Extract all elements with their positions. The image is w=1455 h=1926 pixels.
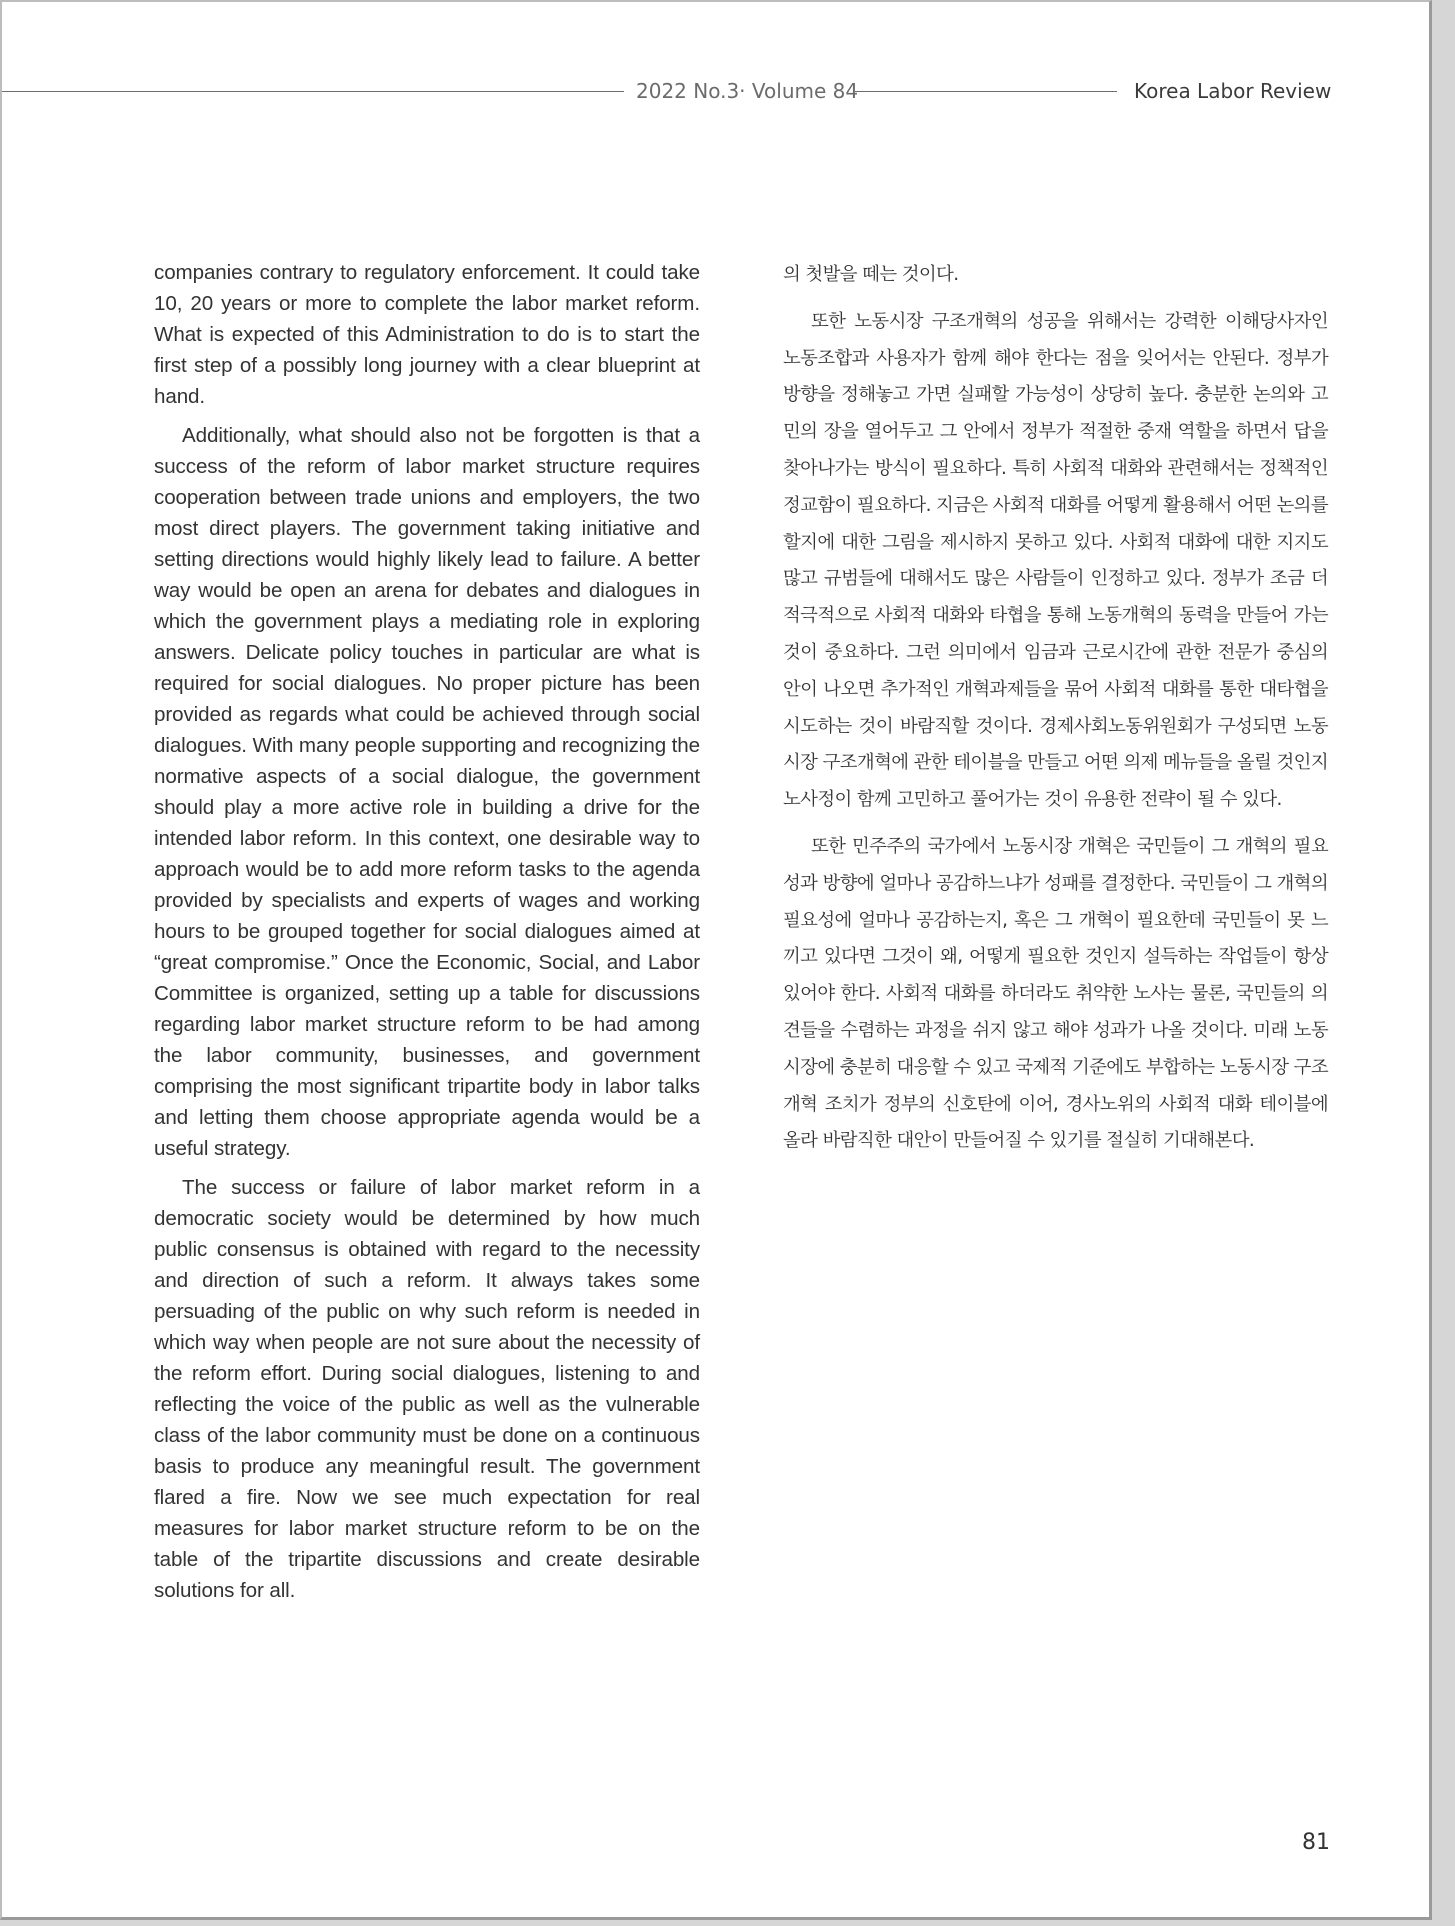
issue-label: 2022 No.3· Volume 84 [636,79,859,103]
header-rule-left [2,91,624,92]
korean-paragraph: 또한 노동시장 구조개혁의 성공을 위해서는 강력한 이해당사자인 노동조합과 사용자가 함께 해야 한다는 점을 잊어서는 안된다. 정부가 방향을 정해놓고 가면 실패할 가능성이 상당히 높다. 충분한 논의와 고민의 장을 열어두고 그 안에서 정부가 적절한 중재 역할을 하면서 답을 찾아나가는 방식이 필요하다. 특히 사회적 대화와 관련해서는 정책적인 정교함이 필요하다. 지금은 사회적 대화를 어떻게 활용해서 어떤 논의를 할지에 대한 그림을 제시하지 못하고 있다. 사회적 대화에 대한 지지도 많고 규범들에 대해서도 많은 사람들이 인정하고 있다. 정부가 조금 더 적극적으로 사회적 대화와 타협을 통해 노동개혁의 동력을 만들어 가는 것이 중요하다. 그런 의미에서 임금과 근로시간에 관한 전문가 중심의 안이 나오면 추가적인 개혁과제들을 묶어 사회적 대화를 통한 대타협을 시도하는 것이 바람직할 것이다. 경제사회노동위원회가 구성되면 노동시장 구조개혁에 관한 테이블을 만들고 어떤 의제 메뉴들을 올릴 것인지 노사정이 함께 고민하고 풀어가는 것이 유용한 전략이 될 수 있다. [783,310,1329,811]
korean-column [783,257,1328,1170]
header-rule-middle [855,91,1117,92]
korean-paragraph: 의 첫발을 떼는 것이다. [783,264,959,285]
page-number: 81 [1302,1830,1330,1855]
english-column [154,257,700,1614]
english-paragraph: The success or failure of labor market reform in a democratic society would be determined by how much public consensus is obtained with regard to the necessity and direction of such a reform. It always takes some persuading of the public on why such reform is needed in which way when people are not sure about the necessity of the reform effort. During social dialogues, listening to and reflecting the voice of the public as well as the vulnerable class of the labor community must be done on a continuous basis to produce any meaningful result. The government flared a fire. Now we see much expectation for real measures for labor market structure reform to be on the table of the tripartite discussions and create desirable solutions for all. [154,1176,700,1602]
english-paragraph: Additionally, what should also not be forgotten is that a success of the reform of labor market structure requires cooperation between trade unions and employers, the two most direct players. The government taking initiative and setting directions would highly likely lead to failure. A better way would be open an arena for debates and dialogues in which the government plays a mediating role in exploring answers. Delicate policy touches in particular are what is required for social dialogues. No proper picture has been provided as regards what could be achieved through social dialogues. With many people supporting and recognizing the normative aspects of a social dialogue, the government should play a more active role in building a drive for the intended labor reform. In this context, one desirable way to approach would be to add more reform tasks to the agenda provided by specialists and experts of wages and working hours to be grouped together for social dialogues aimed at “great compromise.” Once the Economic, Social, and Labor Committee is organized, setting up a table for discussions regarding labor market structure reform to be had among the labor community, businesses, and government comprising the most significant tripartite body in labor talks and letting them choose appropriate agenda would be a useful strategy. [154,424,701,1160]
running-header [2,74,1332,110]
korean-paragraph: 또한 민주주의 국가에서 노동시장 개혁은 국민들이 그 개혁의 필요성과 방향에 얼마나 공감하느냐가 성패를 결정한다. 국민들이 그 개혁의 필요성에 얼마나 공감하는지, 혹은 그 개혁이 필요한데 국민들이 못 느끼고 있다면 그것이 왜, 어떻게 필요한 것인지 설득하는 작업들이 항상 있어야 한다. 사회적 대화를 하더라도 취약한 노사는 물론, 국민들의 의견들을 수렴하는 과정을 쉬지 않고 해야 성과가 나올 것이다. 미래 노동시장에 충분히 대응할 수 있고 국제적 기준에도 부합하는 노동시장 구조개혁 조치가 정부의 신호탄에 이어, 경사노위의 사회적 대화 테이블에 올라 바람직한 대안이 만들어질 수 있기를 절실히 기대해본다. [783,835,1329,1152]
journal-title: Korea Labor Review [1134,79,1332,103]
english-paragraph: companies contrary to regulatory enforcement. It could take 10, 20 years or more to complete the labor market reform. What is expected of this Administration to do is to start the first step of a possibly long journey with a clear blueprint at hand. [154,261,700,408]
